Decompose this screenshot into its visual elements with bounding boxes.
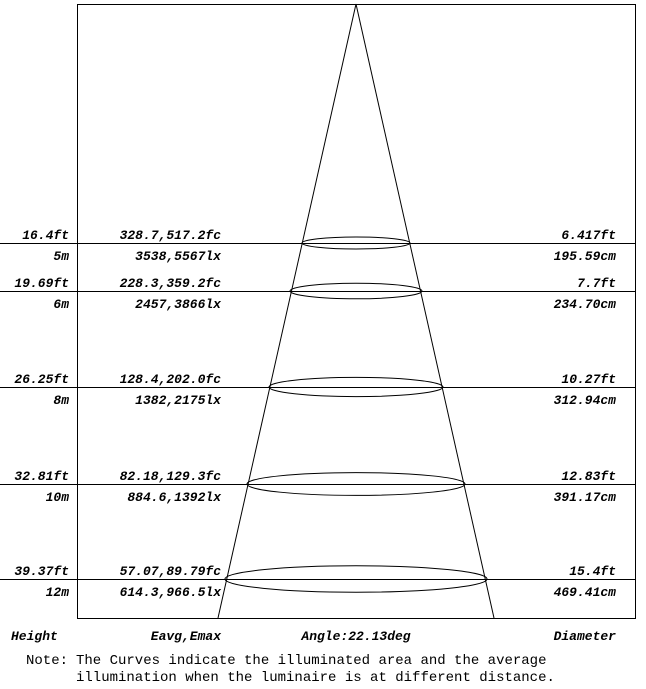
distance-levels	[0, 244, 635, 580]
height-ft-label: 19.69ft	[14, 276, 69, 291]
diameter-cm-label: 312.94cm	[553, 393, 616, 408]
height-m-label: 6m	[53, 297, 69, 312]
height-m-label: 12m	[45, 585, 69, 600]
diameter-cm-label: 234.70cm	[553, 297, 616, 312]
illuminance-lx-label: 884.6,1392lx	[127, 490, 221, 505]
diameter-ft-label: 10.27ft	[561, 372, 616, 387]
column-header-diameter: Diameter	[553, 629, 616, 644]
diameter-ft-label: 12.83ft	[561, 469, 616, 484]
row-labels	[14, 228, 616, 600]
beam-angle-label: Angle:22.13deg	[301, 629, 411, 644]
note-text: The Curves indicate the illuminated area and the average illumination when the luminaire is at different distance.	[76, 653, 555, 686]
diameter-ft-label: 6.417ft	[561, 228, 616, 243]
beam-edge-left	[218, 4, 356, 618]
column-header-height: Height	[11, 629, 58, 644]
height-m-label: 10m	[45, 490, 69, 505]
illuminance-lx-label: 614.3,966.5lx	[119, 585, 221, 600]
note-label: Note:	[26, 653, 69, 669]
diameter-cm-label: 391.17cm	[553, 490, 616, 505]
diameter-ft-label: 7.7ft	[576, 276, 616, 291]
illumination-circles	[225, 237, 487, 592]
illuminance-lx-label: 3538,5567lx	[135, 249, 221, 264]
footnote	[26, 653, 641, 687]
illuminance-fc-label: 128.4,202.0fc	[119, 372, 221, 387]
illuminance-fc-label: 228.3,359.2fc	[119, 276, 221, 291]
height-ft-label: 16.4ft	[22, 228, 69, 243]
illuminance-fc-label: 328.7,517.2fc	[119, 228, 221, 243]
illuminance-fc-label: 57.07,89.79fc	[119, 564, 221, 579]
illuminance-fc-label: 82.18,129.3fc	[119, 469, 221, 484]
diameter-ft-label: 15.4ft	[569, 564, 616, 579]
height-m-label: 8m	[53, 393, 69, 408]
diameter-cm-label: 195.59cm	[553, 249, 616, 264]
illuminance-lx-label: 1382,2175lx	[135, 393, 221, 408]
height-ft-label: 26.25ft	[14, 372, 69, 387]
diameter-cm-label: 469.41cm	[553, 585, 616, 600]
column-header-illuminance: Eavg,Emax	[150, 629, 221, 644]
height-ft-label: 32.81ft	[14, 469, 69, 484]
illuminance-lx-label: 2457,3866lx	[135, 297, 221, 312]
height-ft-label: 39.37ft	[14, 564, 69, 579]
beam-edge-right	[356, 4, 494, 618]
height-m-label: 5m	[53, 249, 69, 264]
